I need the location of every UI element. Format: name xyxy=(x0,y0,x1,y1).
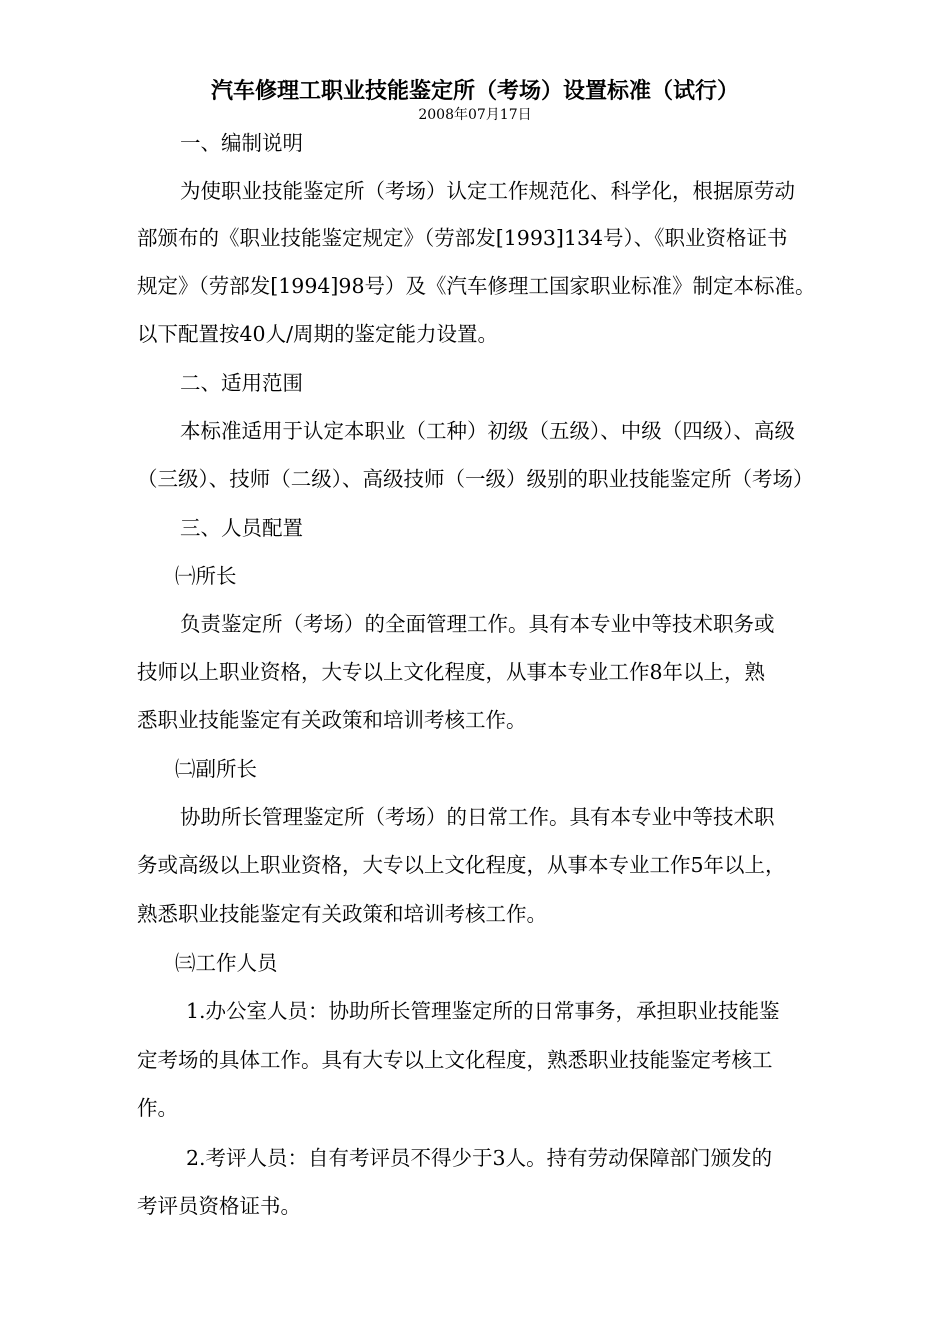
paragraph-line: 务或高级以上职业资格，大专以上文化程度，从事本专业工作5年以上， xyxy=(137,853,786,877)
paragraph-line: 协助所长管理鉴定所（考场）的日常工作。具有本专业中等技术职 xyxy=(180,805,775,829)
section-heading-scope: 二、适用范围 xyxy=(180,371,303,395)
paragraph-line: 为使职业技能鉴定所（考场）认定工作规范化、科学化，根据原劳动 xyxy=(180,179,795,203)
paragraph-line: 考评员资格证书。 xyxy=(137,1194,301,1218)
list-item-office-staff: 1.办公室人员：协助所长管理鉴定所的日常事务，承担职业技能鉴 xyxy=(186,999,780,1023)
subsection-heading-staff: ㈢工作人员 xyxy=(175,951,278,975)
subsection-heading-director: ㈠所长 xyxy=(175,564,237,588)
paragraph-line: （三级）、技师（二级）、高级技师（一级）级别的职业技能鉴定所（考场） xyxy=(137,467,814,491)
paragraph-line: 部颁布的《职业技能鉴定规定》（劳部发[1993]134号）、《职业资格证书 xyxy=(137,226,788,250)
paragraph-line: 负责鉴定所（考场）的全面管理工作。具有本专业中等技术职务或 xyxy=(180,612,775,636)
subsection-heading-deputy-director: ㈡副所长 xyxy=(175,757,257,781)
paragraph-line: 悉职业技能鉴定有关政策和培训考核工作。 xyxy=(137,708,527,732)
paragraph-line: 技师以上职业资格，大专以上文化程度，从事本专业工作8年以上，熟 xyxy=(137,660,766,684)
section-heading-staffing: 三、人员配置 xyxy=(180,516,303,540)
document-date: 2008年07月17日 xyxy=(418,107,532,123)
paragraph-line: 熟悉职业技能鉴定有关政策和培训考核工作。 xyxy=(137,902,547,926)
document-title: 汽车修理工职业技能鉴定所（考场）设置标准（试行） xyxy=(210,78,739,104)
paragraph-line: 以下配置按40人/周期的鉴定能力设置。 xyxy=(137,322,498,346)
paragraph-line: 作。 xyxy=(137,1096,178,1120)
paragraph-line: 规定》（劳部发[1994]98号）及《汽车修理工国家职业标准》制定本标准。 xyxy=(137,274,816,298)
list-item-examiners: 2.考评人员：自有考评员不得少于3人。持有劳动保障部门颁发的 xyxy=(186,1146,773,1170)
section-heading-compilation: 一、编制说明 xyxy=(180,131,303,155)
paragraph-line: 定考场的具体工作。具有大专以上文化程度，熟悉职业技能鉴定考核工 xyxy=(137,1048,773,1072)
paragraph-line: 本标准适用于认定本职业（工种）初级（五级）、中级（四级）、高级 xyxy=(180,419,795,443)
